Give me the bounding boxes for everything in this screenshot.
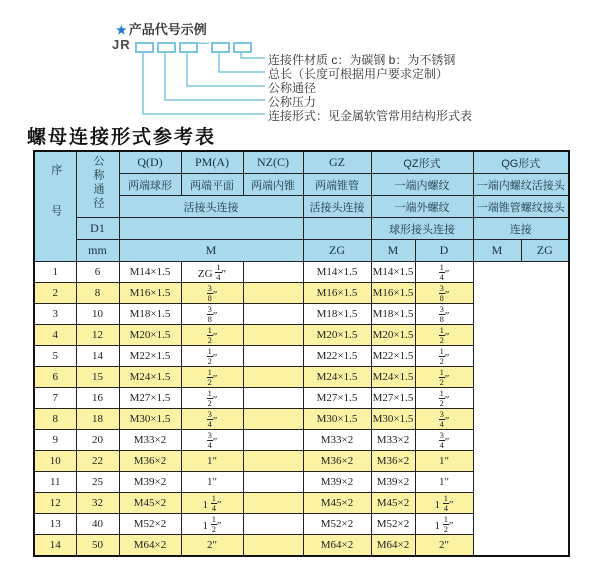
cell-m: M30×1.5 xyxy=(119,409,181,430)
cell-m: M22×1.5 xyxy=(119,346,181,367)
cell-qz-d: M22×1.5 xyxy=(303,346,371,367)
cell-mm: 50 xyxy=(76,535,119,557)
cell-gz-zg: $\frac{3}{8}$ ″ xyxy=(181,283,243,304)
cell-m: M39×2 xyxy=(119,472,181,493)
cell-qg-m: M27×1.5 xyxy=(371,388,415,409)
cell-no: 5 xyxy=(34,346,76,367)
header-seq: 序号 xyxy=(34,151,76,262)
cell-mm: 40 xyxy=(76,514,119,535)
header-unit-mm: mm xyxy=(76,240,119,262)
cell-gz-zg: 1″ xyxy=(181,451,243,472)
cell-gz-zg: $\frac{1}{2}$ ″ xyxy=(181,367,243,388)
table-row xyxy=(34,262,569,283)
header-col-qz: QZ形式 xyxy=(371,151,473,174)
header-q-desc: 两端球形 xyxy=(119,174,181,196)
cell-m: M18×1.5 xyxy=(119,304,181,325)
header-blank-gz xyxy=(303,218,371,240)
cell-gz-zg: $\frac{3}{4}$ ″ xyxy=(181,430,243,451)
cell-qg-m: M45×2 xyxy=(371,493,415,514)
table-row xyxy=(34,493,569,514)
header-qg-m: M xyxy=(473,240,521,262)
diagram-title-text: 产品代号示例 xyxy=(128,22,207,37)
cell-no: 6 xyxy=(34,367,76,388)
cell-qg-m: M20×1.5 xyxy=(371,325,415,346)
cell-qz-m xyxy=(243,304,303,325)
code-dash: — xyxy=(196,35,209,50)
cell-qg-zg: $\frac{3}{8}$ ″ xyxy=(415,283,473,304)
cell-mm: 22 xyxy=(76,451,119,472)
cell-qg-zg: 2″ xyxy=(415,535,473,557)
cell-gz-zg: $\frac{1}{2}$ ″ xyxy=(181,346,243,367)
table-row xyxy=(34,451,569,472)
label-pressure: 公称压力 xyxy=(268,95,317,109)
cell-qg-m: M18×1.5 xyxy=(371,304,415,325)
header-gz-connection: 活接头连接 xyxy=(303,196,371,218)
cell-no: 10 xyxy=(34,451,76,472)
header-gz-desc: 两端锥管 xyxy=(303,174,371,196)
cell-qz-d: M33×2 xyxy=(303,430,371,451)
cell-qg-m: M39×2 xyxy=(371,472,415,493)
cell-gz-zg: $\frac{1}{2}$ ″ xyxy=(181,325,243,346)
header-qg-desc1: 一端内螺纹活接头 xyxy=(473,174,569,196)
header-qz-d: D xyxy=(415,240,473,262)
header-qg-zg: ZG xyxy=(521,240,569,262)
cell-mm: 15 xyxy=(76,367,119,388)
cell-gz-zg: 2″ xyxy=(181,535,243,557)
cell-mm: 10 xyxy=(76,304,119,325)
cell-gz-zg: $\frac{3}{4}$ ″ xyxy=(181,409,243,430)
cell-m: M33×2 xyxy=(119,430,181,451)
label-material: 连接件材质 c：为碳钢 b：为不锈钢 xyxy=(268,53,456,67)
cell-gz-zg: $\frac{1}{2}$ ″ xyxy=(181,388,243,409)
cell-qz-d: M39×2 xyxy=(303,472,371,493)
cell-no: 4 xyxy=(34,325,76,346)
cell-qz-d: M20×1.5 xyxy=(303,325,371,346)
table-row xyxy=(34,514,569,535)
cell-qg-m: M22×1.5 xyxy=(371,346,415,367)
cell-mm: 32 xyxy=(76,493,119,514)
cell-no: 1 xyxy=(34,262,76,283)
table-row xyxy=(34,535,569,557)
cell-no: 7 xyxy=(34,388,76,409)
cell-mm: 20 xyxy=(76,430,119,451)
cell-qg-zg: 1″ xyxy=(415,451,473,472)
table-row xyxy=(34,304,569,325)
cell-qg-m: M36×2 xyxy=(371,451,415,472)
star-icon: ★ xyxy=(116,23,127,37)
header-nominal-diameter: 公称通径 xyxy=(76,151,119,218)
table-row xyxy=(34,367,569,388)
table-row xyxy=(34,472,569,493)
cell-mm: 6 xyxy=(76,262,119,283)
cell-qg-m: M16×1.5 xyxy=(371,283,415,304)
cell-qg-zg: $\frac{3}{8}$ ″ xyxy=(415,304,473,325)
cell-m: M45×2 xyxy=(119,493,181,514)
cell-qg-m: M14×1.5 xyxy=(371,262,415,283)
cell-m: M14×1.5 xyxy=(119,262,181,283)
cell-m: M64×2 xyxy=(119,535,181,557)
cell-mm: 8 xyxy=(76,283,119,304)
cell-mm: 14 xyxy=(76,346,119,367)
header-qg-connection: 连接 xyxy=(473,218,569,240)
table-row xyxy=(34,388,569,409)
cell-qz-d: M18×1.5 xyxy=(303,304,371,325)
header-qg-desc2: 一端锥管螺纹接头 xyxy=(473,196,569,218)
cell-no: 14 xyxy=(34,535,76,557)
cell-m: M16×1.5 xyxy=(119,283,181,304)
cell-no: 9 xyxy=(34,430,76,451)
cell-qz-m xyxy=(243,262,303,283)
cell-gz-zg: 1″ xyxy=(181,472,243,493)
cell-gz-zg: ZG $\frac{1}{4}$ ″ xyxy=(181,262,243,283)
cell-qg-m: M64×2 xyxy=(371,535,415,557)
header-col-nz: NZ(C) xyxy=(243,151,303,174)
header-col-q: Q(D) xyxy=(119,151,181,174)
cell-qz-m xyxy=(243,388,303,409)
cell-qg-zg: $\frac{1}{2}$ ″ xyxy=(415,346,473,367)
header-qz-connection: 球形接头连接 xyxy=(371,218,473,240)
cell-m: M52×2 xyxy=(119,514,181,535)
cell-qz-m xyxy=(243,325,303,346)
cell-qz-d: M16×1.5 xyxy=(303,283,371,304)
label-length: 总长（长度可根据用户要求定制） xyxy=(268,67,449,81)
cell-mm: 18 xyxy=(76,409,119,430)
cell-qg-zg: 1 $\frac{1}{4}$ ″ xyxy=(415,493,473,514)
cell-mm: 16 xyxy=(76,388,119,409)
cell-m: M24×1.5 xyxy=(119,367,181,388)
cell-qz-m xyxy=(243,493,303,514)
cell-qz-d: M30×1.5 xyxy=(303,409,371,430)
label-diameter: 公称通径 xyxy=(268,81,317,95)
cell-mm: 12 xyxy=(76,325,119,346)
cell-gz-zg: 1 $\frac{1}{4}$ ″ xyxy=(181,493,243,514)
cell-mm: 25 xyxy=(76,472,119,493)
table-row xyxy=(34,409,569,430)
cell-qz-m xyxy=(243,451,303,472)
cell-qz-d: M27×1.5 xyxy=(303,388,371,409)
header-qz-desc2: 一端外螺纹 xyxy=(371,196,473,218)
cell-qz-m xyxy=(243,535,303,557)
table-row xyxy=(34,283,569,304)
cell-no: 13 xyxy=(34,514,76,535)
header-union-connection: 活接头连接 xyxy=(119,196,303,218)
header-blank-left xyxy=(119,218,303,240)
cell-qz-d: M52×2 xyxy=(303,514,371,535)
cell-gz-zg: $\frac{3}{8}$ ″ xyxy=(181,304,243,325)
cell-qz-m xyxy=(243,346,303,367)
cell-m: M27×1.5 xyxy=(119,388,181,409)
cell-m: M20×1.5 xyxy=(119,325,181,346)
header-nz-desc: 两端内锥 xyxy=(243,174,303,196)
header-col-qg: QG形式 xyxy=(473,151,569,174)
cell-qg-zg: $\frac{3}{4}$ ″ xyxy=(415,409,473,430)
nut-connection-table xyxy=(33,150,570,557)
header-qz-m: M xyxy=(371,240,415,262)
cell-no: 12 xyxy=(34,493,76,514)
table-row xyxy=(34,430,569,451)
cell-qg-zg: $\frac{1}{2}$ ″ xyxy=(415,388,473,409)
cell-qg-m: M30×1.5 xyxy=(371,409,415,430)
cell-qg-m: M24×1.5 xyxy=(371,367,415,388)
cell-qg-zg: $\frac{1}{4}$ ″ xyxy=(415,262,473,283)
cell-qz-d: M45×2 xyxy=(303,493,371,514)
cell-no: 8 xyxy=(34,409,76,430)
cell-qz-m xyxy=(243,367,303,388)
product-code-prefix: JR xyxy=(112,37,131,52)
cell-qg-zg: $\frac{1}{2}$ ″ xyxy=(415,367,473,388)
cell-qg-zg: $\frac{3}{4}$ ″ xyxy=(415,430,473,451)
header-zg: ZG xyxy=(303,240,371,262)
header-qz-desc1: 一端内螺纹 xyxy=(371,174,473,196)
header-d1: D1 xyxy=(76,218,119,240)
cell-m: M36×2 xyxy=(119,451,181,472)
cell-qz-d: M36×2 xyxy=(303,451,371,472)
cell-qg-zg: 1″ xyxy=(415,472,473,493)
header-m: M xyxy=(119,240,303,262)
table-title: 螺母连接形式参考表 xyxy=(27,127,217,148)
cell-qz-d: M14×1.5 xyxy=(303,262,371,283)
header-pm-desc: 两端平面 xyxy=(181,174,243,196)
cell-no: 2 xyxy=(34,283,76,304)
cell-qz-m xyxy=(243,514,303,535)
table-row xyxy=(34,346,569,367)
cell-gz-zg: 1 $\frac{1}{2}$ ″ xyxy=(181,514,243,535)
header-col-gz: GZ xyxy=(303,151,371,174)
cell-qz-m xyxy=(243,283,303,304)
cell-no: 3 xyxy=(34,304,76,325)
cell-qg-zg: $\frac{1}{2}$ ″ xyxy=(415,325,473,346)
label-conn-form: 连接形式：见金属软管常用结构形式表 xyxy=(268,109,473,123)
header-col-pm: PM(A) xyxy=(181,151,243,174)
cell-qz-m xyxy=(243,430,303,451)
cell-qg-m: M33×2 xyxy=(371,430,415,451)
cell-qz-d: M64×2 xyxy=(303,535,371,557)
table-body xyxy=(34,262,569,557)
cell-qg-zg: 1 $\frac{1}{2}$ ″ xyxy=(415,514,473,535)
cell-qz-m xyxy=(243,472,303,493)
table-row xyxy=(34,325,569,346)
cell-no: 11 xyxy=(34,472,76,493)
cell-qz-d: M24×1.5 xyxy=(303,367,371,388)
cell-qg-m: M52×2 xyxy=(371,514,415,535)
cell-qz-m xyxy=(243,409,303,430)
table-header xyxy=(34,151,569,262)
